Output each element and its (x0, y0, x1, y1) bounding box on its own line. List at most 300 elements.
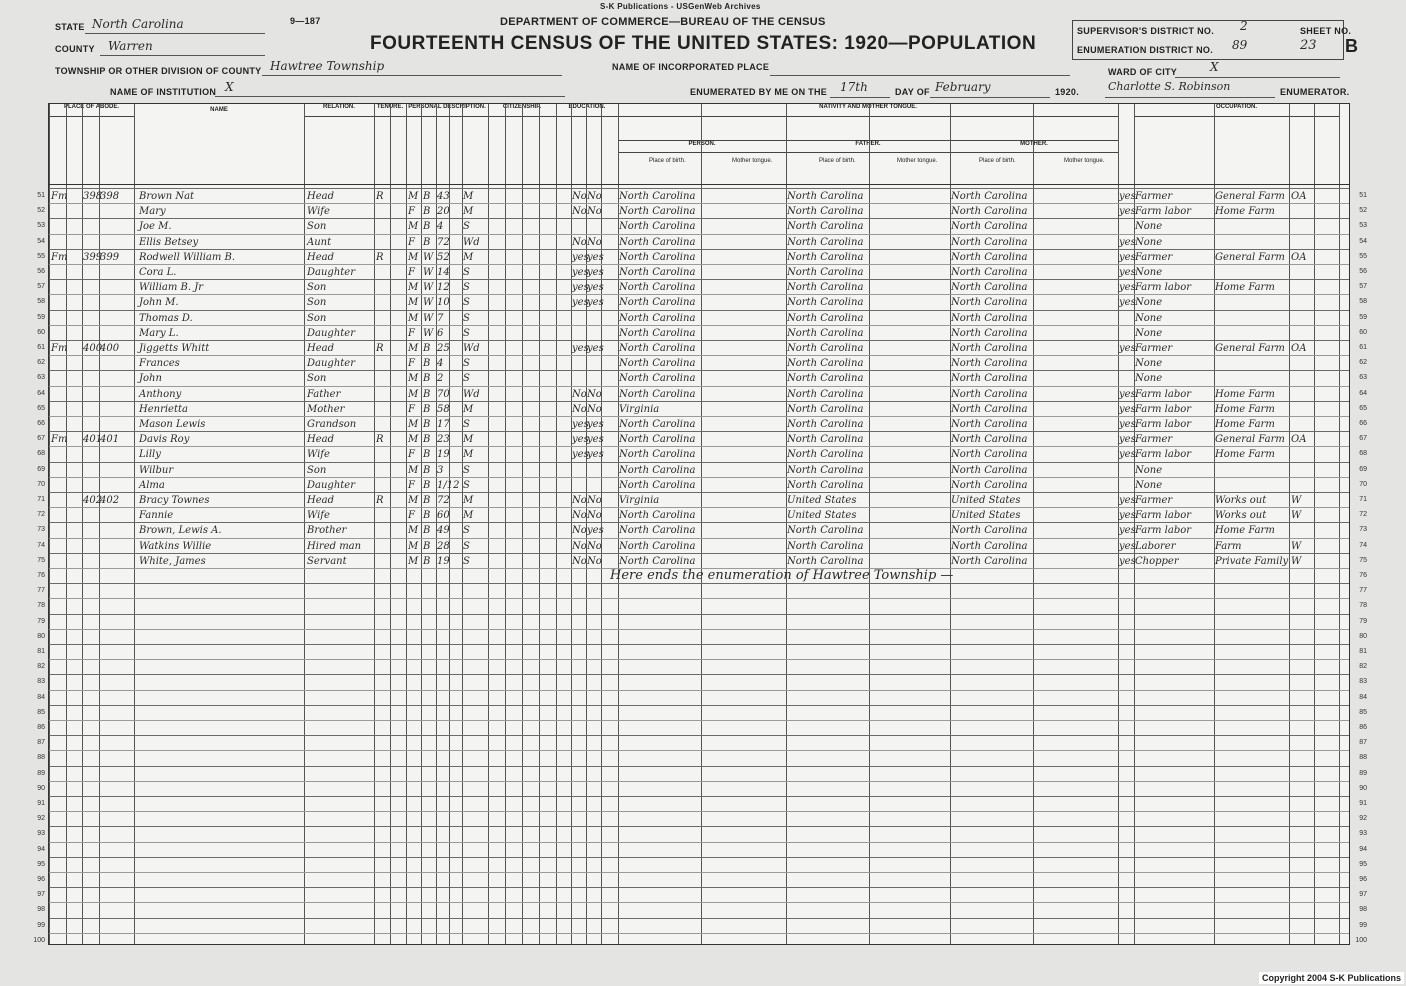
cell-pob: North Carolina (619, 206, 696, 218)
cell-name: Anthony (139, 388, 182, 400)
cell-sex: M (408, 343, 419, 354)
cell-ten (376, 235, 390, 250)
row-number: 67 (37, 435, 45, 443)
row-number: 72 (37, 511, 45, 519)
cell-age: 4 (437, 221, 444, 233)
cell-fm (51, 539, 65, 554)
cell-pob: Virginia (619, 403, 660, 415)
cell-race: B (423, 191, 431, 202)
cell-ms: S (463, 312, 470, 324)
table-row (37, 766, 1367, 781)
row-number: 90 (37, 784, 45, 792)
father-tongue-label: Mother tongue. (897, 158, 938, 164)
cell-rel: Grandson (307, 419, 357, 430)
cell-ten (376, 523, 390, 538)
cell-mpob: North Carolina (951, 555, 1028, 567)
cell-rel: Head (307, 251, 335, 263)
cell-read: No (572, 555, 587, 567)
cell-mpob: North Carolina (951, 464, 1028, 476)
cell-write: No (587, 403, 602, 415)
cell-read (572, 219, 586, 234)
row-number: 97 (37, 891, 45, 899)
cell-sex: M (408, 464, 419, 476)
cell-race: W (423, 282, 434, 294)
ward-value: X (1210, 60, 1219, 74)
table-row (37, 431, 1367, 446)
cell-ms: S (463, 358, 470, 370)
cell-ind: Home Farm (1215, 403, 1275, 415)
cell-h (83, 478, 99, 493)
cell-sex: M (408, 495, 419, 506)
cell-fm (51, 478, 65, 493)
cell-f: 401 (100, 434, 120, 446)
cell-f (100, 371, 116, 386)
cell-pob: North Carolina (619, 479, 696, 491)
ward-label: WARD OF CITY (1108, 67, 1178, 77)
cell-read: yes (572, 434, 589, 446)
cell-sex: M (408, 221, 419, 233)
cell-h (83, 539, 99, 554)
cell-read: No (572, 403, 587, 415)
cell-fm (51, 447, 65, 462)
cell-f (100, 447, 116, 462)
cell-eng: yes (1119, 267, 1136, 278)
cell-age: 3 (437, 464, 444, 476)
table-row (37, 370, 1367, 385)
cell-sex: M (408, 540, 419, 552)
subgroup-person: PERSON. (618, 140, 786, 153)
cell-h (83, 387, 99, 402)
row-number: 52 (37, 207, 45, 215)
cell-mpob: North Carolina (951, 358, 1028, 370)
cell-read: yes (572, 251, 589, 263)
cell-sex: F (408, 403, 415, 415)
cell-fpob: North Carolina (787, 449, 864, 461)
cell-ind: Works out (1215, 510, 1267, 522)
row-number-right: 85 (1359, 708, 1367, 716)
cell-name: Henrietta (139, 403, 188, 415)
sheet-side: B (1345, 36, 1358, 56)
cell-write: No (587, 206, 602, 218)
cell-ms: M (463, 510, 474, 522)
cell-ind: General Farm (1215, 191, 1285, 202)
cell-occ: None (1135, 312, 1163, 324)
cell-h (83, 371, 99, 386)
row-number: 69 (37, 465, 45, 473)
cell-read: yes (572, 282, 589, 294)
cell-name: William B. Jr (139, 282, 204, 294)
cell-read: yes (572, 297, 589, 309)
cell-race: B (423, 221, 431, 233)
cell-read (572, 463, 586, 478)
row-number: 74 (37, 541, 45, 549)
table-row (37, 538, 1367, 553)
cell-emp (1291, 447, 1315, 462)
cell-fpob: North Carolina (787, 525, 864, 537)
cell-fpob: United States (787, 510, 857, 522)
enumerator-label: ENUMERATOR. (1280, 87, 1350, 97)
cell-h (83, 265, 99, 280)
row-number: 81 (37, 648, 45, 655)
cell-sex: M (408, 297, 419, 309)
row-number: 89 (37, 769, 45, 777)
cell-f: 399 (100, 251, 120, 263)
cell-occ: Farmer (1135, 434, 1173, 446)
cell-ind (1215, 478, 1289, 493)
cell-eng (1119, 219, 1134, 234)
cell-write: yes (587, 251, 604, 263)
table-row (37, 750, 1367, 765)
county-value: Warren (108, 39, 153, 53)
cell-h (83, 417, 99, 432)
cell-rel: Son (307, 373, 327, 385)
row-number: 94 (37, 845, 45, 853)
table-row (37, 355, 1367, 370)
subgroup-father: FATHER. (786, 140, 950, 153)
cell-fm (51, 417, 65, 432)
cell-f (100, 326, 116, 341)
cell-mpob: North Carolina (951, 479, 1028, 491)
cell-f (100, 311, 116, 326)
cell-name: White, James (139, 555, 206, 567)
row-number-right: 65 (1359, 404, 1367, 412)
cell-sex: F (408, 267, 415, 278)
cell-ind: General Farm (1215, 434, 1285, 446)
cell-age: 7 (437, 312, 444, 324)
cell-write: yes (587, 525, 604, 537)
cell-race: B (423, 525, 431, 537)
row-number: 96 (37, 876, 45, 883)
cell-sex: M (408, 312, 419, 324)
row-number: 85 (37, 708, 45, 716)
cell-ind (1215, 311, 1289, 326)
cell-name: Rodwell William B. (139, 251, 236, 263)
cell-h (83, 219, 99, 234)
cell-f (100, 387, 116, 402)
row-number-right: 51 (1359, 192, 1367, 199)
cell-ms: M (463, 449, 474, 461)
cell-read (572, 371, 586, 386)
cell-sex: F (408, 479, 415, 491)
cell-pob: North Carolina (619, 510, 696, 522)
cell-fpob: North Carolina (787, 419, 864, 430)
page-title: FOURTEENTH CENSUS OF THE UNITED STATES: 1920—POPULATION (370, 33, 1037, 54)
cell-name: Cora L. (139, 267, 177, 278)
cell-sex: M (408, 555, 419, 567)
cell-rel: Son (307, 312, 327, 324)
cell-race: B (423, 479, 431, 491)
row-number-right: 82 (1359, 663, 1367, 671)
row-number: 51 (37, 192, 45, 199)
cell-rel: Wife (307, 449, 330, 461)
table-row (37, 857, 1367, 872)
cell-eng: yes (1119, 419, 1136, 430)
cell-age: 58 (437, 403, 450, 415)
cell-pob: North Carolina (619, 525, 696, 537)
table-row (37, 720, 1367, 735)
cell-ind (1215, 371, 1289, 386)
cell-ten (376, 326, 390, 341)
cell-read: No (572, 525, 587, 537)
cell-fm (51, 523, 65, 538)
row-number: 65 (37, 404, 45, 412)
cell-race: B (423, 358, 431, 370)
institution-value: X (225, 80, 234, 94)
cell-mpob: North Carolina (951, 282, 1028, 294)
cell-eng (1119, 371, 1134, 386)
cell-read: yes (572, 449, 589, 461)
cell-ind (1215, 235, 1289, 250)
cell-occ: Farm labor (1135, 419, 1192, 430)
mother-pob-label: Place of birth. (979, 158, 1016, 164)
cell-eng: yes (1119, 251, 1136, 263)
cell-ind (1215, 463, 1289, 478)
cell-ms: M (463, 434, 474, 446)
cell-race: B (423, 206, 431, 218)
cell-f (100, 463, 116, 478)
cell-eng: yes (1119, 282, 1136, 294)
cell-h (83, 356, 99, 371)
table-row (37, 477, 1367, 492)
cell-ten (376, 371, 390, 386)
cell-emp: W (1291, 540, 1302, 552)
cell-fm (51, 204, 65, 219)
row-number: 73 (37, 526, 45, 534)
row-number-right: 73 (1359, 526, 1367, 534)
cell-name: Alma (139, 479, 165, 491)
township-label: TOWNSHIP OR OTHER DIVISION OF COUNTY (55, 66, 262, 76)
cell-h (83, 463, 99, 478)
cell-mpob: North Carolina (951, 419, 1028, 430)
cell-sex: M (408, 388, 419, 400)
cell-age: 4 (437, 358, 444, 370)
copyright: Copyright 2004 S-K Publications (1259, 972, 1404, 984)
table-row (37, 796, 1367, 811)
table-row (37, 887, 1367, 902)
cell-write: yes (587, 343, 604, 354)
table-row (37, 659, 1367, 674)
cell-emp: OA (1291, 343, 1307, 354)
township-value: Hawtree Township (270, 59, 385, 73)
cell-eng: yes (1119, 206, 1136, 218)
cell-age: 72 (437, 236, 450, 248)
row-number-right: 79 (1359, 617, 1367, 625)
cell-age: 23 (437, 434, 450, 446)
cell-f (100, 235, 116, 250)
cell-eng (1119, 326, 1134, 341)
cell-pob: North Carolina (619, 388, 696, 400)
cell-emp (1291, 523, 1315, 538)
cell-ten (376, 447, 390, 462)
row-number: 60 (37, 328, 45, 336)
supervisor-value: 2 (1240, 19, 1248, 33)
cell-ind (1215, 326, 1289, 341)
cell-h: 401 (83, 434, 103, 446)
cell-name: Fannie (139, 510, 174, 522)
row-number-right: 74 (1359, 541, 1367, 549)
cell-sex: F (408, 206, 415, 218)
cell-write (587, 463, 601, 478)
cell-ind: Home Farm (1215, 388, 1275, 400)
cell-fm (51, 295, 65, 310)
census-sheet (33, 103, 1367, 945)
cell-pob: North Carolina (619, 343, 696, 354)
cell-name: Bracy Townes (139, 495, 210, 506)
row-number-right: 59 (1359, 313, 1367, 321)
table-row (37, 553, 1367, 568)
cell-pob: North Carolina (619, 236, 696, 248)
cell-ms: S (463, 555, 470, 567)
cell-age: 28 (437, 540, 450, 552)
cell-name: John (139, 373, 162, 385)
cell-name: Mary L. (139, 327, 179, 339)
cell-pob: North Carolina (619, 282, 696, 294)
cell-ind (1215, 295, 1289, 310)
cell-occ: Farm labor (1135, 449, 1192, 461)
cell-rel: Son (307, 282, 327, 294)
cell-emp (1291, 235, 1315, 250)
cell-ms: S (463, 419, 470, 430)
county-label: COUNTY (55, 44, 95, 54)
cell-rel: Head (307, 434, 335, 446)
cell-sex: M (408, 419, 419, 430)
cell-eng: yes (1119, 434, 1136, 446)
cell-sex: F (408, 358, 415, 370)
cell-occ: None (1135, 464, 1163, 476)
cell-pob: North Carolina (619, 221, 696, 233)
cell-fm: Fm (51, 251, 68, 263)
cell-f: 402 (100, 495, 120, 506)
cell-mpob: North Carolina (951, 373, 1028, 385)
row-number-right: 86 (1359, 724, 1367, 731)
cell-occ: Laborer (1135, 540, 1176, 552)
cell-age: 49 (437, 525, 450, 537)
cell-rel: Brother (307, 525, 347, 537)
cell-sex: M (408, 191, 419, 202)
row-number-right: 58 (1359, 298, 1367, 306)
cell-ten: R (376, 434, 384, 446)
cell-pob: North Carolina (619, 191, 696, 202)
cell-name: Frances (139, 358, 180, 370)
cell-name: Davis Roy (139, 434, 190, 446)
group-nativity: NATIVITY AND MOTHER TONGUE. (618, 104, 1118, 117)
cell-sex: F (408, 327, 415, 339)
cell-fm (51, 508, 65, 523)
cell-occ: Farmer (1135, 251, 1173, 263)
cell-fpob: North Carolina (787, 312, 864, 324)
cell-emp (1291, 356, 1315, 371)
table-row (37, 401, 1367, 416)
cell-ten (376, 356, 390, 371)
cell-write: No (587, 495, 602, 506)
day-of-label: DAY OF (895, 87, 930, 97)
cell-occ: None (1135, 297, 1163, 309)
row-number: 53 (37, 222, 45, 230)
row-number-right: 99 (1359, 921, 1367, 929)
cell-fm (51, 371, 65, 386)
cell-ten (376, 478, 390, 493)
cell-eng: yes (1119, 540, 1136, 552)
cell-ten (376, 463, 390, 478)
cell-age: 52 (437, 251, 450, 263)
cell-pob: North Carolina (619, 449, 696, 461)
row-number: 84 (37, 693, 45, 701)
row-number: 87 (37, 739, 45, 747)
cell-ten (376, 265, 390, 280)
row-number: 88 (37, 754, 45, 762)
cell-emp (1291, 295, 1315, 310)
row-number: 93 (37, 830, 45, 838)
cell-race: B (423, 510, 431, 522)
row-number: 77 (37, 587, 45, 595)
cell-ms: S (463, 525, 470, 537)
cell-write: No (587, 555, 602, 567)
cell-write (587, 371, 601, 386)
cell-fpob: North Carolina (787, 297, 864, 309)
row-number: 54 (37, 237, 45, 245)
row-number-right: 89 (1359, 769, 1367, 777)
cell-mpob: North Carolina (951, 206, 1028, 218)
cell-ms: M (463, 191, 474, 202)
row-number-right: 97 (1359, 891, 1367, 899)
cell-f (100, 219, 116, 234)
cell-ind: Farm (1215, 540, 1242, 552)
cell-race: W (423, 251, 434, 263)
table-row (37, 902, 1367, 917)
enumerated-day: 17th (840, 80, 868, 94)
cell-rel: Son (307, 464, 327, 476)
cell-pob: North Carolina (619, 464, 696, 476)
cell-ms: M (463, 251, 474, 263)
cell-ms: Wd (463, 388, 480, 400)
cell-eng: yes (1119, 525, 1136, 537)
enumerated-label: ENUMERATED BY ME ON THE (690, 87, 828, 97)
row-number-right: 91 (1359, 800, 1367, 807)
cell-ten (376, 402, 390, 417)
row-number-right: 57 (1359, 283, 1367, 291)
cell-emp (1291, 326, 1315, 341)
table-row (37, 218, 1367, 233)
row-number-right: 54 (1359, 237, 1367, 245)
cell-rel: Aunt (307, 236, 332, 248)
table-row (37, 522, 1367, 537)
cell-race: B (423, 388, 431, 400)
cell-ten: R (376, 495, 384, 506)
row-number-right: 77 (1359, 587, 1367, 595)
cell-write: No (587, 388, 602, 400)
cell-ten (376, 554, 390, 569)
row-number-right: 84 (1359, 693, 1367, 701)
row-number: 56 (37, 268, 45, 275)
cell-emp (1291, 265, 1315, 280)
cell-rel: Daughter (307, 479, 355, 491)
cell-fm: Fm (51, 343, 68, 354)
cell-h (83, 523, 99, 538)
cell-occ: Farmer (1135, 191, 1173, 202)
cell-h (83, 508, 99, 523)
cell-write: yes (587, 297, 604, 309)
cell-age: 25 (437, 343, 450, 354)
enum-district-label: ENUMERATION DISTRICT NO. (1077, 45, 1214, 55)
row-number-right: 69 (1359, 465, 1367, 473)
cell-ms: M (463, 403, 474, 415)
cell-eng: yes (1119, 403, 1136, 415)
cell-ind: Home Farm (1215, 282, 1275, 294)
cell-emp: W (1291, 495, 1302, 506)
cell-mpob: North Carolina (951, 327, 1028, 339)
cell-fpob: North Carolina (787, 191, 864, 202)
cell-mpob: North Carolina (951, 525, 1028, 537)
